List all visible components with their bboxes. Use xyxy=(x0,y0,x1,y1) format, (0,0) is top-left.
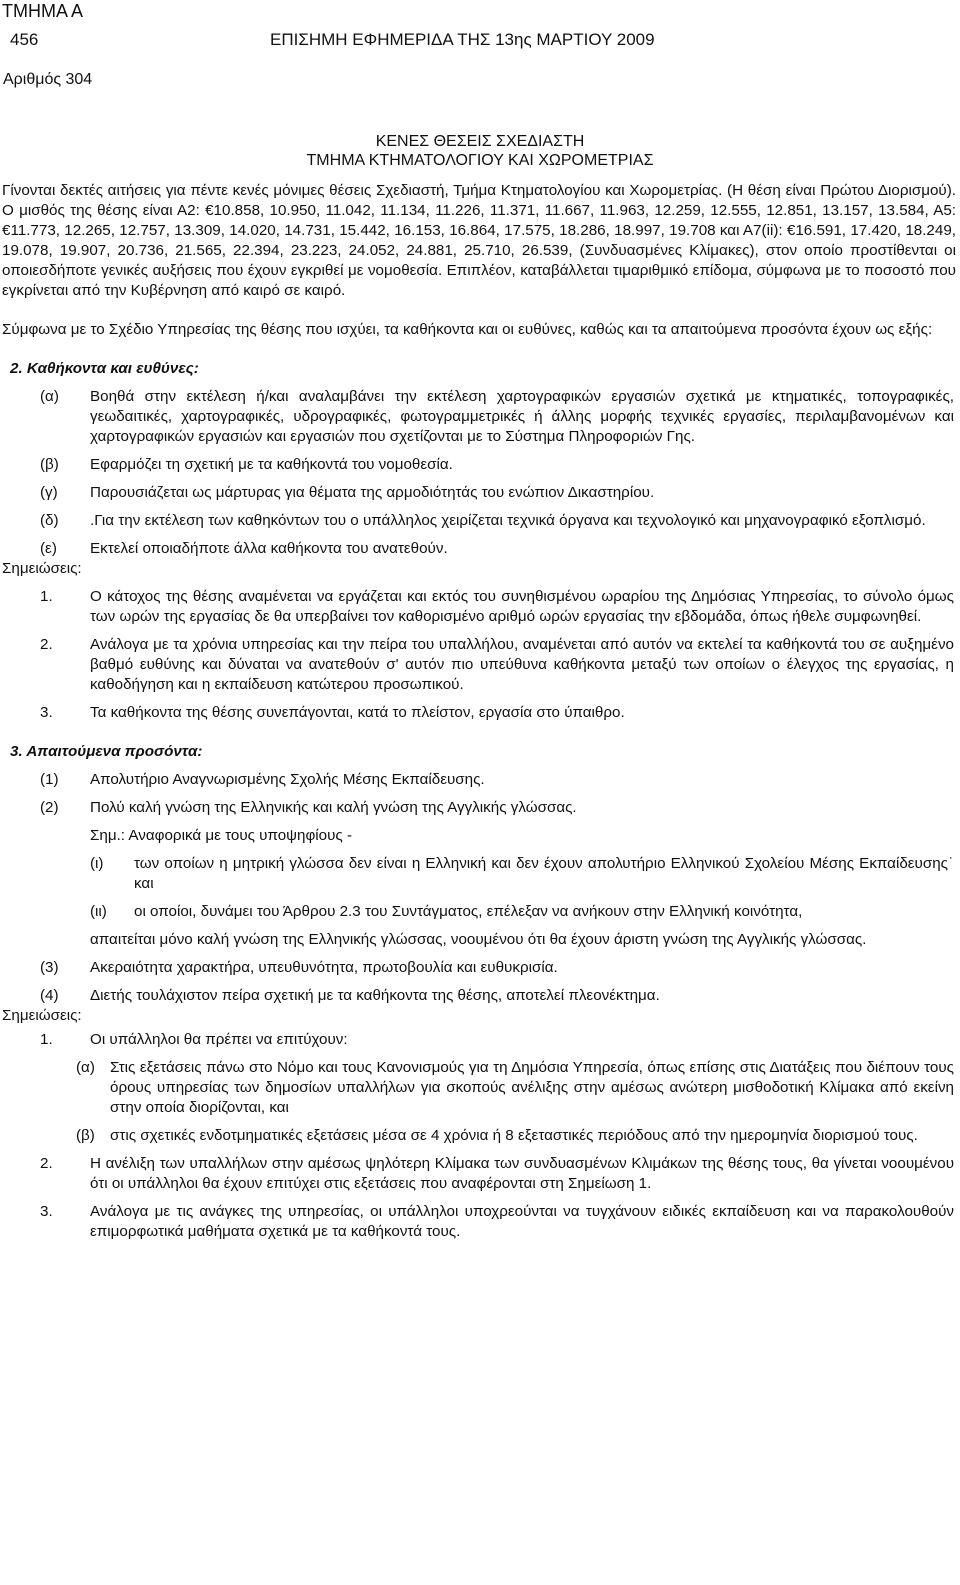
list-marker: (γ) xyxy=(40,484,58,501)
sub-list-item xyxy=(0,1126,960,1146)
list-marker: 2. xyxy=(40,1155,53,1172)
list-item xyxy=(0,770,960,790)
duties-heading xyxy=(0,359,960,379)
duties-heading-text: Καθήκοντα και ευθύνες: xyxy=(26,360,199,377)
list-text: .Για την εκτέλεση των καθηκόντων του ο υπάλληλος χειρίζεται τεχνικά όργανα και τεχνολογικό και μηχανογραφικό εξοπλισμό. xyxy=(90,512,926,529)
intro-paragraph: Γίνονται δεκτές αιτήσεις για πέντε κενές μόνιμες θέσεις Σχεδιαστή, Τμήμα Κτηματολογίου και Χωρομετρίας. (Η θέση είναι Πρώτου Διορισμού). Ο μισθός της θέσης είναι Α2: €10.858, 10.950, 11.042, 11.134, 11.226, 11.371, 11.667, 11.963, 12.259, 12.555, 12.851, 13.157, 13.584, Α5: €11.773, 12.265, 12.757, 13.309, 14.020, 14.731, 15.442, 16.153, 16.864, 17.575, 18.286, 18.997, 19.708 και Α7(ii): €16.591, 17.420, 18.249, 19.078, 19.907, 20.736, 21.565, 22.394, 23.223, 24.052, 24.881, 25.710, 26.539, (Συνδυασμένες Κλίμακες), στον οποίο προστίθενται οι οποιεσδήποτε γενικές αυξήσεις που έχουν εγκριθεί με νομοθεσία. Επιπλέον, καταβάλλεται τιμαριθμικό επίδομα, σύμφωνα με το ποσοστό που εγκρίνεται από την Κυβέρνηση από καιρό σε καιρό. xyxy=(2,182,956,299)
list-item xyxy=(0,587,960,627)
qualifications-notes-heading: Σημειώσεις: xyxy=(2,1007,82,1024)
list-item xyxy=(0,455,960,475)
list-marker: (4) xyxy=(40,987,59,1004)
list-marker: (1) xyxy=(40,771,59,788)
title-line-2: ΤΜΗΜΑ ΚΤΗΜΑΤΟΛΟΓΙΟΥ ΚΑΙ ΧΩΡΟΜΕΤΡΙΑΣ xyxy=(306,152,654,169)
gazette-title: ΕΠΙΣΗΜΗ ΕΦΗΜΕΡΙΔΑ ΤΗΣ 13ης ΜΑΡΤΙΟΥ 2009 xyxy=(270,30,655,49)
list-text: Ανάλογα με τις ανάγκες της υπηρεσίας, οι υπάλληλοι υποχρεούνται να τυγχάνουν ειδικές εκπαίδευση και να παρακολουθούν επιμορφωτικά μαθήματα σχετικά με τα καθήκοντά τους. xyxy=(90,1203,954,1240)
list-text: Οι υπάλληλοι θα πρέπει να επιτύχουν: xyxy=(90,1031,348,1048)
list-item xyxy=(0,483,960,503)
list-text: Ο κάτοχος της θέσης αναμένεται να εργάζεται και εκτός του συνηθισμένου ωραρίου της Δημόσιας Υπηρεσίας, το σύνολο όμως των ωρών της εργασίας δε θα υπερβαίνει τον καθορισμένο αριθμό ωρών εργασίας την εβδομάδα, όπως ήθελε συμφωνηθεί. xyxy=(90,588,954,625)
list-marker: (2) xyxy=(40,799,59,816)
qualifications-heading xyxy=(0,742,960,762)
list-marker: 3. xyxy=(40,1203,53,1220)
list-item xyxy=(0,703,960,723)
list-marker: (3) xyxy=(40,959,59,976)
sub-list-text: στις σχετικές ενδοτμηματικές εξετάσεις μέσα σε 4 χρόνια ή 8 εξεταστικές περιόδους από την ημερομηνία διορισμού τους. xyxy=(110,1127,918,1144)
section-label: ΤΜΗΜΑ Α xyxy=(2,1,84,21)
list-text: Ανάλογα με τα χρόνια υπηρεσίας και την πείρα του υπαλλήλου, αναμένεται από αυτόν να εκτελεί τα καθήκοντά του σε αυξημένο βαθμό ευθύνης και δύναται να ανατεθούν σ' αυτόν πιο υπεύθυνα καθήκοντα μεταξύ των οποίων ο έλεγχος της εργασίας, η καθοδήγηση και η εκπαίδευση κατώτερου προσωπικού. xyxy=(90,636,954,693)
list-marker: 1. xyxy=(40,1031,53,1048)
list-marker: (β) xyxy=(40,456,59,473)
list-text: Ακεραιότητα χαρακτήρα, υπευθυνότητα, πρωτοβουλία και ευθυκρισία. xyxy=(90,959,558,976)
qualifications-heading-text: Απαιτούμενα προσόντα: xyxy=(26,743,203,760)
sub-list-marker: (α) xyxy=(76,1059,95,1076)
list-item xyxy=(0,539,960,559)
sub-list-text: Στις εξετάσεις πάνω στο Νόμο και τους Κανονισμούς για τη Δημόσια Υπηρεσία, όπως επίσης στις Διατάξεις που διέπουν τους όρους υπηρεσίας των δημοσίων υπαλλήλων για σκοπούς ανέλιξης στην αμέσως ανώτερη μισθοδοτική Κλίμακα από εκείνη στην οποία διορίζονται, και xyxy=(110,1059,954,1116)
list-text: Εκτελεί οποιαδήποτε άλλα καθήκοντα του ανατεθούν. xyxy=(90,540,448,557)
list-item xyxy=(0,1154,960,1194)
sub-list-marker: (ι) xyxy=(90,855,104,872)
sub-list-text: οι οποίοι, δυνάμει του Άρθρου 2.3 του Συντάγματος, επέλεξαν να ανήκουν στην Ελληνική κοινότητα, xyxy=(134,903,803,920)
list-marker: 1. xyxy=(40,588,53,605)
list-marker: (δ) xyxy=(40,512,59,529)
document-title xyxy=(0,132,960,170)
list-text: Διετής τουλάχιστον πείρα σχετική με τα καθήκοντα της θέσης, αποτελεί πλεονέκτημα. xyxy=(90,987,660,1004)
list-item xyxy=(0,986,960,1006)
list-text: Η ανέλιξη των υπαλλήλων στην αμέσως ψηλότερη Κλίμακα των συνδυασμένων Κλιμάκων της θέσης τους, θα γίνεται νοουμένου ότι οι υπάλληλοι θα έχουν επιτύχει στις εξετάσεις που αναφέρονται στη Σημείωση 1. xyxy=(90,1155,954,1192)
sub-list-item xyxy=(0,1058,960,1118)
duties-heading-num: 2. xyxy=(10,360,23,377)
list-marker: (α) xyxy=(40,388,59,405)
title-line-1: ΚΕΝΕΣ ΘΕΣΕΙΣ ΣΧΕΔΙΑΣΤΗ xyxy=(375,133,585,150)
sub-list-item xyxy=(0,902,960,922)
list-item xyxy=(0,635,960,695)
sub-list-text: των οποίων η μητρική γλώσσα δεν είναι η Ελληνική και δεν έχουν απολυτήριο Ελληνικού Σχολείου Μέσης Εκπαίδευσης˙ και xyxy=(134,855,954,892)
list-item xyxy=(0,1202,960,1242)
list-text: Εφαρμόζει τη σχετική με τα καθήκοντά του νομοθεσία. xyxy=(90,456,453,473)
list-text: Τα καθήκοντα της θέσης συνεπάγονται, κατά το πλείστον, εργασία στο ύπαιθρο. xyxy=(90,704,625,721)
qualifications-note-tail: απαιτείται μόνο καλή γνώση της Ελληνικής γλώσσας, νοουμένου ότι θα έχουν άριστη γνώση της Αγγλικής γλώσσας. xyxy=(90,931,867,948)
list-item xyxy=(0,387,960,447)
scheme-intro: Σύμφωνα με το Σχέδιο Υπηρεσίας της θέσης που ισχύει, τα καθήκοντα και οι ευθύνες, καθώς και τα απαιτούμενα προσόντα έχουν ως εξής: xyxy=(2,321,933,338)
sub-list-marker: (β) xyxy=(76,1127,95,1144)
page-number: 456 xyxy=(10,30,39,49)
list-text: Παρουσιάζεται ως μάρτυρας για θέματα της αρμοδιότητάς του ενώπιον Δικαστηρίου. xyxy=(90,484,655,501)
list-item xyxy=(0,511,960,531)
document-body xyxy=(0,181,960,1242)
sub-list-marker: (ιι) xyxy=(90,903,107,920)
list-item xyxy=(0,958,960,978)
duties-notes-heading: Σημειώσεις: xyxy=(2,560,82,577)
list-text: Πολύ καλή γνώση της Ελληνικής και καλή γνώση της Αγγλικής γλώσσας. xyxy=(90,799,577,816)
sub-list-item xyxy=(0,854,960,894)
qualifications-heading-num: 3. xyxy=(10,743,23,760)
list-text: Βοηθά στην εκτέλεση ή/και αναλαμβάνει την εκτέλεση χαρτογραφικών εργασιών σχετικά με κτηματικές, τοπογραφικές, γεωδαιτικές, χαρτογραφικές, υδρογραφικές, φωτογραμμετρικές ή άλλης μορφής τεχνικές εργασίες, περιλαμβανομένων και χαρτογραφικών εργασιών και εργασιών που σχετίζονται με το Σύστημα Πληροφοριών Γης. xyxy=(90,388,954,445)
list-item xyxy=(0,798,960,818)
list-marker: (ε) xyxy=(40,540,57,557)
list-text: Απολυτήριο Αναγνωρισμένης Σχολής Μέσης Εκπαίδευσης. xyxy=(90,771,485,788)
list-marker: 2. xyxy=(40,636,53,653)
announcement-number: Αριθμός 304 xyxy=(3,71,93,88)
list-item xyxy=(0,1030,960,1050)
list-marker: 3. xyxy=(40,704,53,721)
qualifications-note-label: Σημ.: Αναφορικά με τους υποψηφίους - xyxy=(90,827,353,844)
